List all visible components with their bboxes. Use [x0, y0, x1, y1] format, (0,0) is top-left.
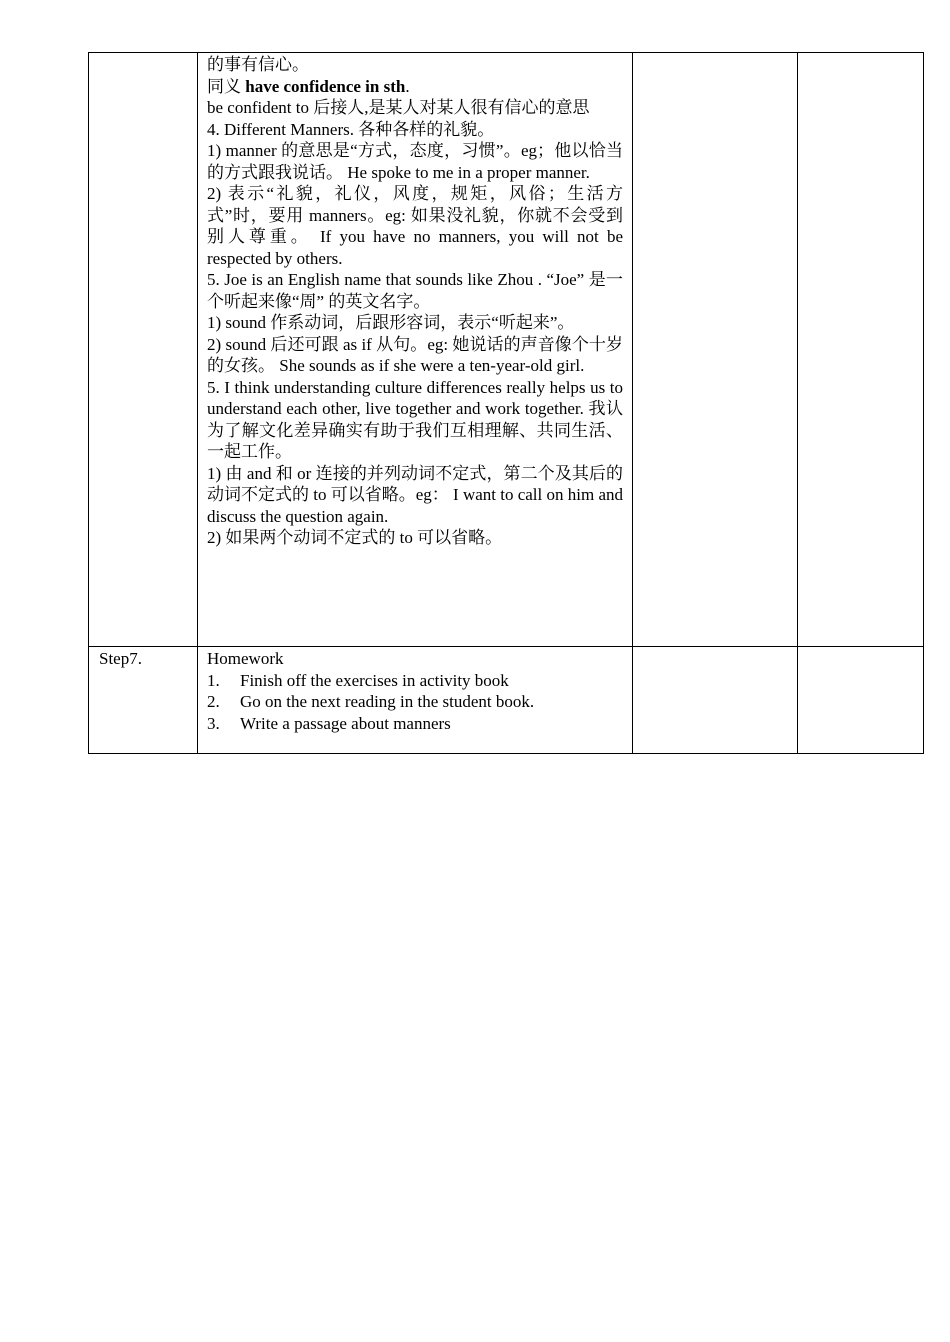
text-line: 的事有信心。	[207, 55, 309, 74]
content-cell	[198, 53, 633, 647]
table-row	[89, 647, 924, 754]
synonym-label: 同义	[207, 76, 246, 96]
synonym-end: .	[405, 76, 410, 96]
item-number: 3.	[207, 713, 220, 733]
table-row	[89, 53, 924, 647]
text-line: 4. Different Manners. 各种各样的礼貌。	[207, 119, 495, 139]
text-line: 1) manner 的意思是“方式，态度，习惯”。eg；他以恰当的方式跟我说话。 He spoke to me in a proper manner.	[207, 141, 623, 182]
content-cell	[198, 647, 633, 754]
homework-heading: Homework	[207, 649, 284, 668]
list-item	[207, 670, 623, 692]
homework-list	[207, 670, 623, 735]
step-label: Step7.	[99, 649, 142, 668]
text-line: 2) 如果两个动词不定式的 to 可以省略。	[207, 528, 503, 547]
synonym-phrase: have confidence in sth	[245, 76, 406, 96]
synonym-line	[207, 76, 623, 98]
lesson-plan-table	[88, 52, 924, 754]
list-item	[207, 691, 623, 713]
item-text: Go on the next reading in the student book.	[240, 692, 535, 711]
text-line: 2) sound 后还可跟 as if 从句。eg: 她说话的声音像个十岁的女孩。 She sounds as if she were a ten-year-old girl.	[207, 334, 623, 375]
text-line: 5. Joe is an English name that sounds like Zhou . “Joe” 是一个听起来像“周” 的英文名字。	[207, 270, 623, 311]
item-text: Write a passage about manners	[240, 713, 451, 733]
text-line: be confident to 后接人,是某人对某人很有信心的意思	[207, 98, 590, 117]
item-text: Finish off the exercises in activity book	[240, 670, 509, 690]
empty-cell	[633, 647, 798, 754]
item-number: 1.	[207, 670, 220, 690]
empty-cell	[798, 647, 924, 754]
text-line: 2) 表示“礼貌，礼仪，风度，规矩，风俗；生活方式”时，要用 manners。eg: 如果没礼貌，你就不会受到别人尊重。 If you have no manners, you will not be respected by others.	[207, 184, 623, 268]
empty-cell	[633, 53, 798, 647]
text-line: 1) 由 and 和 or 连接的并列动词不定式，第二个及其后的动词不定式的 to 可以省略。eg： I want to call on him and discuss the question again.	[207, 463, 623, 526]
item-number: 2.	[207, 692, 220, 711]
text-line: 1) sound 作系动词，后跟形容词，表示“听起来”。	[207, 313, 575, 332]
list-item	[207, 713, 623, 735]
step-cell	[89, 53, 198, 647]
text-line: 5. I think understanding culture differences really helps us to understand each other, live together and work together. 我认为了解文化差异确实有助于我们互相理解、共同生活、一起工作。	[207, 377, 623, 461]
step-cell	[89, 647, 198, 754]
empty-cell	[798, 53, 924, 647]
